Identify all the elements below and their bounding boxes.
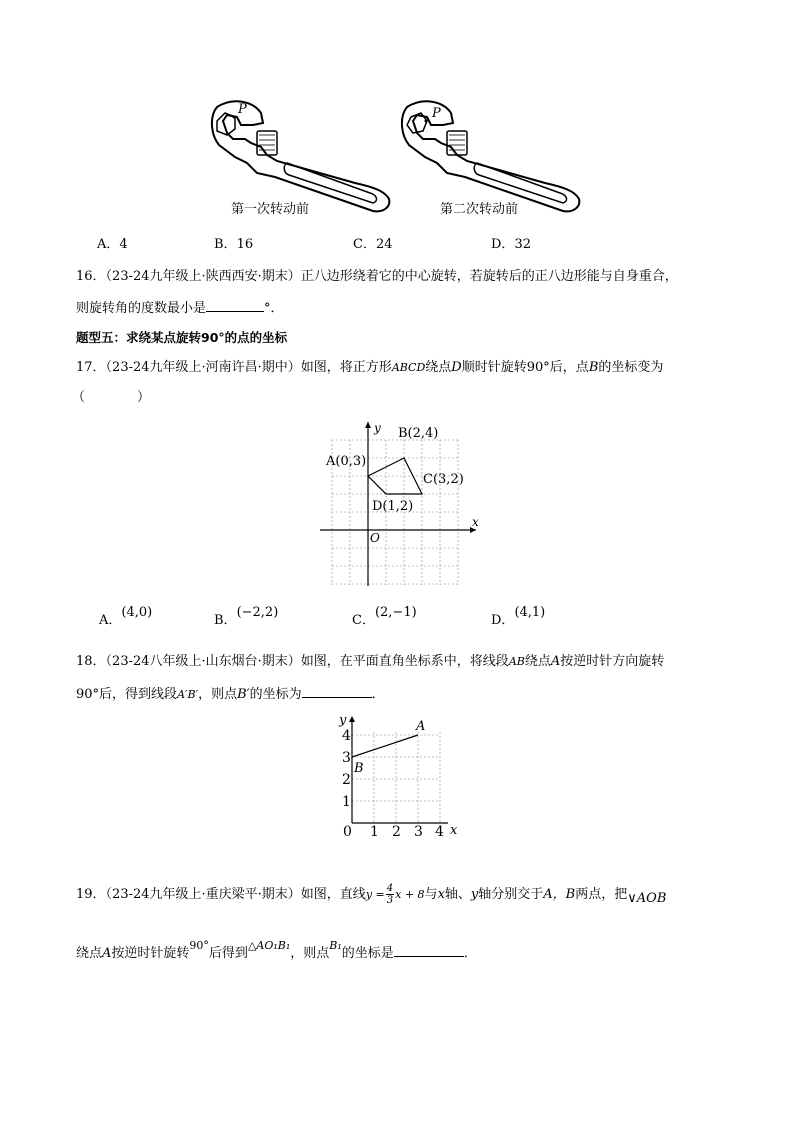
q19-line-2: 绕点A按逆时针旋转$^{90^\circ}$后得到$^{\triangle AO_1B_1}$，则点$^{B_1}$的坐标是 ． (76, 939, 477, 961)
q18-line-1: 18．（23-24八年级上·山东烟台·期末）如图，在平面直角坐标系中，将线段AB绕点A按逆时针方向旋转 (76, 654, 665, 669)
q15-option-d: D．32 (491, 237, 531, 252)
answer-blank (302, 685, 372, 698)
q18-label-a: A (416, 719, 426, 734)
wrench-figure-1 (205, 95, 405, 215)
q16-line-1: 16．（23-24九年级上·陕西西安·期末）正八边形绕着它的中心旋转，若旋转后的正八边形能与自身重合， (76, 269, 678, 284)
q18-label-x: x (450, 823, 458, 838)
q18-y-tick-2: 2 (342, 772, 351, 788)
q17-line-1: 17．（23-24九年级上·河南许昌·期中）如图，将正方形ABCD绕点D顺时针旋转90°后，点B的坐标变为 (76, 360, 664, 375)
answer-blank (206, 299, 264, 312)
wrench-figure-2 (395, 95, 595, 215)
q17-label-x: x (472, 515, 479, 529)
q18-origin: 0 (343, 824, 352, 840)
q17-option-b: B．(−2,2) (214, 605, 279, 628)
q17-option-a: A．(4,0) (99, 605, 153, 628)
wrench-caption-1: 第一次转动前 (231, 202, 310, 217)
q17-label-a: A(0,3) (326, 454, 367, 469)
q15-option-b: B．16 (214, 237, 254, 252)
q18-x-tick-3: 3 (414, 824, 423, 840)
q15-option-c: C．24 (353, 237, 393, 252)
q18-coordinate-graph (330, 710, 470, 840)
q19-line-1: 19．（23-24九年级上·重庆梁平·期末）如图，直线y = $\frac{4}{3}$ x + 8与x轴、y轴分别交于A，B两点，把∨AOB (76, 883, 667, 906)
fraction-four-thirds: $\frac{4}{3}$ (386, 883, 394, 906)
q16-line-2: 则旋转角的度数最小是 °． (76, 301, 284, 316)
q18-x-tick-4: 4 (435, 824, 444, 840)
section-title: 题型五：求绕某点旋转90°的点的坐标 (76, 330, 288, 345)
q17-option-d: D．(4,1) (491, 605, 546, 628)
q17-label-o: O (370, 531, 380, 545)
q17-coordinate-graph (318, 418, 488, 588)
q17-label-b: B(2,4) (398, 426, 439, 441)
wrench-point-label: P (238, 102, 247, 117)
q18-y-tick-3: 3 (342, 750, 351, 766)
q18-x-tick-2: 2 (392, 824, 401, 840)
q17-option-c: C．(2,−1) (352, 605, 417, 628)
q18-x-tick-1: 1 (370, 824, 379, 840)
q18-label-y: y (339, 713, 347, 728)
q18-line-2: 90°后，得到线段A′B′，则点B′的坐标为 ． (76, 687, 385, 702)
q17-label-c: C(3,2) (423, 472, 464, 487)
q17-paren: （ ） (72, 390, 151, 405)
q18-y-tick-4: 4 (342, 728, 351, 744)
q18-y-tick-1: 1 (342, 794, 351, 810)
q15-option-a: A．4 (97, 237, 128, 252)
wrench-point-label: P (432, 106, 441, 121)
q17-label-d: D(1,2) (372, 499, 414, 514)
answer-blank (394, 944, 464, 957)
wrench-caption-2: 第二次转动前 (440, 202, 519, 217)
q17-label-y: y (374, 421, 381, 435)
q18-label-b: B (354, 761, 364, 776)
